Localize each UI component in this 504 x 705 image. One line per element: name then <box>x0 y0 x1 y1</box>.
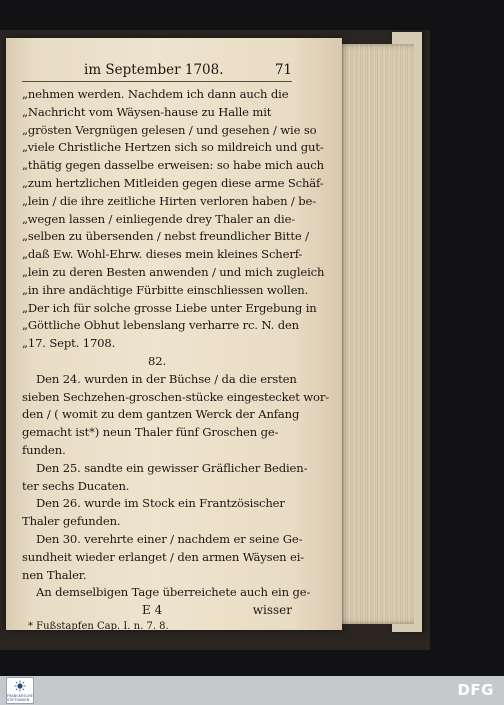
text-line: „selben zu übersenden / nebst freundlicher Bitte / <box>22 229 309 244</box>
text-line: „Nachricht vom Wäysen-hause zu Halle mit <box>22 104 272 119</box>
institution-logo[interactable] <box>6 677 34 704</box>
text-line: „wegen lassen / einliegende drey Thaler an die- <box>22 211 296 226</box>
text-line: „17. Sept. 1708. <box>22 336 116 351</box>
text-line: 82. <box>148 353 166 368</box>
text-line: gemacht ist*) neun Thaler fünf Groschen ge- <box>22 425 279 440</box>
text-line: Den 26. wurde im Stock ein Frantzösischer <box>36 496 285 511</box>
running-header <box>22 62 292 82</box>
institution-logo-text: FRANCKESCHE STIFTUNGEN <box>7 694 33 702</box>
catchword: wisser <box>252 603 292 618</box>
page-number: 71 <box>274 62 292 78</box>
text-line: „Göttliche Obhut lebenslang verharre rc. N. den <box>22 318 299 333</box>
sun-emblem-icon <box>14 680 26 692</box>
viewer-footer <box>0 676 504 705</box>
footnote: * Fußstapfen Cap. I. n. 7. 8. <box>28 621 169 633</box>
page-edges <box>336 44 414 624</box>
text-line: „lein / die ihre zeitliche Hirten verloren haben / be- <box>22 193 316 208</box>
text-line: „in ihre andächtige Fürbitte einschliessen wollen. <box>22 282 309 297</box>
signature-mark: E 4 <box>142 603 163 618</box>
text-line: sundheit wieder erlanget / den armen Wäysen ei- <box>22 549 305 564</box>
text-line: funden. <box>22 442 66 457</box>
text-line: „nehmen werden. Nachdem ich dann auch die <box>22 87 289 101</box>
page-text <box>22 62 330 634</box>
text-line: „daß Ew. Wohl-Ehrw. dieses mein kleines Scherf- <box>22 247 303 262</box>
text-line: An demselbigen Tage überreichete auch ein ge- <box>36 585 311 600</box>
text-line: „zum hertzlichen Mitleiden gegen diese arme Schäf- <box>22 175 324 190</box>
text-line: nen Thaler. <box>22 567 87 582</box>
running-title: im September 1708. <box>84 62 224 78</box>
text-line: Den 24. wurden in der Büchse / da die ersten <box>36 371 297 386</box>
text-lines <box>22 86 330 602</box>
text-line: Thaler gefunden. <box>22 514 121 529</box>
text-line: „thätig gegen dasselbe erweisen: so habe mich auch <box>22 158 324 173</box>
text-line: Den 30. verehrte einer / nachdem er seine Ge- <box>36 531 303 546</box>
signature-line <box>22 602 292 619</box>
text-line: Den 25. sandte ein gewisser Gräflicher Bedien- <box>36 460 308 475</box>
text-line: „grösten Vergnügen gelesen / und gesehen / wie so <box>22 122 317 137</box>
text-line: „Der ich für solche grosse Liebe unter Ergebung in <box>22 300 317 315</box>
text-line: „lein zu deren Besten anwenden / und mich zugleich <box>22 264 325 279</box>
text-line: „viele Christliche Hertzen sich so mildreich und gut- <box>22 140 324 155</box>
dfg-logo[interactable]: DFG <box>457 681 494 699</box>
text-line: den / ( womit zu dem gantzen Werck der Anfang <box>22 407 300 422</box>
text-line: sieben Sechzehen-groschen-stücke eingestecket wor- <box>22 389 330 404</box>
text-line: ter sechs Ducaten. <box>22 478 130 493</box>
